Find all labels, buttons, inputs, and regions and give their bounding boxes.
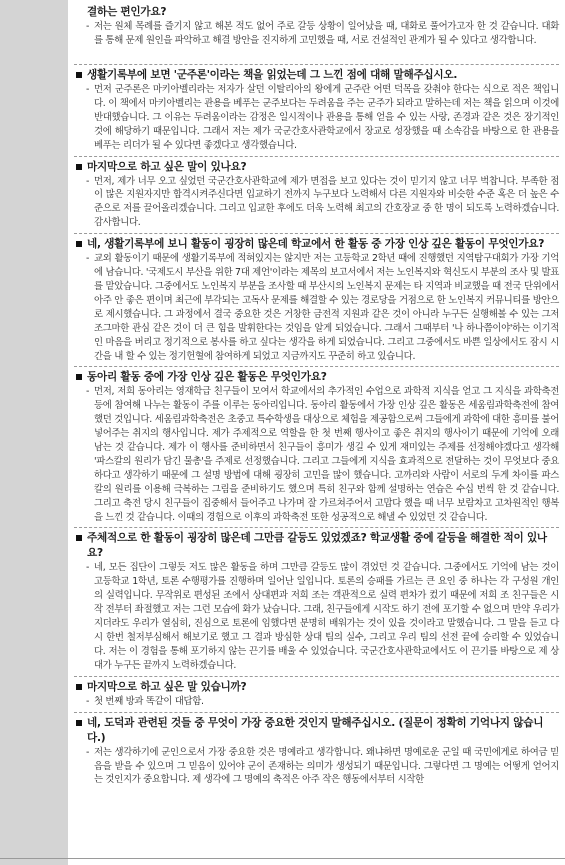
section-divider [74,233,559,234]
qa-item [74,680,559,709]
question: 동아리 활동 중에 가장 인상 깊은 활동은 무엇인가요? [74,370,559,385]
qa-item [74,237,559,363]
question: 마지막으로 하고 싶은 말 있습니까? [74,680,559,695]
answer-text: - 교외 활동이기 때문에 생활기록부에 적혀있지는 않지만 저는 고등학교 2학년 때에 진행했던 지역탐구대회가 가장 기억에 남습니다. '국제도시 부산을 위한 7대 제언'이라는 제목의 보고서에서 저는 노인복지와 혁신도시 부분의 조사 및 발표를 맡았습니다. 그중에서도 노인복지 부분을 조사할 때 부산시의 노인복지 문제는 타 지역과 비교했을 때 전국 단위에서 아주 안 좋은 편이며 최근에 부각되는 고독사 문제를 해결할 수 있는 경로당을 거점으로 한 노인복지 커뮤니티를 방안으로 제시했습니다. 그 과정에서 결국 중요한 것은 거창한 금전적 지원과 같은 것이 아니라 누구든 실행해볼 수 있는 그저 조그마한 관심 같은 것이 더 큰 힘을 발휘한다는 것임을 알게 되었습니다. 그래서 그때부터 '나 하나쯤이야'하는 이기적인 마음을 버리고 정기적으로 봉사를 하고 싶다는 생각을 하게 되었습니다. 그리고 그중에서도 바쁜 일상에서도 잠시 시간을 내 할 수 있는 정기헌혈에 참여하게 되었고 지금까지도 꾸준히 하고 있습니다. [86,253,559,362]
answer-text: - 첫 번째 방과 똑같이 대답함. [86,695,204,707]
qa-item [74,370,559,524]
qa-item [74,716,559,788]
answer-text: - 저는 생각하기에 군인으로서 가장 중요한 것은 명예라고 생각합니다. 왜냐하면 명예로운 군일 때 국민에게로 하여금 믿음을 받을 수 있으며 그 믿음이 있어야 군이 존재하는 의미가 생성되기 때문입니다. 그렇다면 그 명예는 어떻게 얻어지는 것인지가 중요합니다. 제 생각에 그 명예의 축적은 아주 작은 행동에서부터 시작한 [86,746,559,786]
qa-item [74,531,559,672]
square-bullet-icon [76,164,82,170]
bottom-rule [0,858,565,859]
square-bullet-icon [76,535,82,541]
qa-item [74,160,559,231]
square-bullet-icon [76,720,82,726]
question: 주체적으로 한 활동이 굉장히 많은데 그만큼 갈등도 있었겠죠? 학교생활 중에 갈등을 해결한 적이 있나요? [74,531,559,561]
square-bullet-icon [76,72,82,78]
answer-text: - 네, 모든 집단이 그렇듯 저도 많은 활동을 하며 그만큼 갈등도 많이 겪었던 것 같습니다. 그중에서도 기억에 남는 것이 고등학교 1학년, 토론 수행평가를 진행하며 일어난 일입니다. 토론의 승패를 가르는 큰 요인 중 하나는 각 구성원 개인의 실력입니다. 무작위로 편성된 조에서 상대편과 저희 조는 객관적으로 실력 편차가 컸기 때문에 저희 조 친구들은 시작 전부터 좌절했고 저는 그런 모습에 화가 났습니다. 그래, 친구들에게 시작도 하기 전에 포기할 수 없으며 만약 우리가 지더라도 우리가 열심히, 진심으로 토론에 임했다면 분명히 배워가는 것이 있을 것이라고 말했습니다. 그 말을 듣고 다시 한번 철저부심해서 해보기로 했고 그 결과 방심한 상대 팀의 실수, 그리고 우리 팀의 선전 끝에 승리할 수 있었습니다. 저는 이 경험을 통해 포기하지 않는 끈기를 배울 수 있었습니다. 국군간호사관학교에서도 이 끈기를 바탕으로 제 상대가 누구든 끝까지 노력하겠습니다. [86,562,559,671]
question-continued: 결하는 편인가요? [87,6,167,18]
qa-item [74,68,559,153]
answer-text: - 저는 원체 목례를 즐기지 않고 해본 적도 없어 주로 갈등 상황이 일어났을 때, 대화로 풀어가고자 한 것 같습니다. 대화를 통해 문제 원인을 파악하고 해결 방안을 진지하게 고민했을 때, 서로 건설적인 관계가 될 수 있다고 생각합니다. [86,21,559,46]
section-divider [74,712,559,713]
section-divider [74,527,559,528]
question: 생활기록부에 보면 '군주론'이라는 책을 읽었는데 그 느낀 점에 대해 말해주십시오. [74,68,559,83]
square-bullet-icon [76,374,82,380]
section-divider [74,64,559,65]
answer-text: - 먼저, 저희 동아리는 영재학급 친구들이 모여서 학교에서의 추가적인 수업으로 과학적 지식을 얻고 그 지식을 과학축전 등에 참여해 나누는 활동이 주를 이루는 동아리입니다. 동아리 활동에서 가장 인상 깊은 활동은 세움림과학축전에 참여했던 것입니다. 세움림과학축전은 초중고 특수학생을 대상으로 체험을 제공함으로써 그들에게 과학에 대한 흥미를 불어넣어주는 취지의 행사입니다. 제가 주제적으로 역할을 한 첫 번째 행사이고 좋은 취지의 행사이기 때문에 기억에 오래 남는 것 같습니다. 제가 이 행사를 준비하면서 친구들이 흥미가 생길 수 있게 재미있는 주제를 선정해야겠다고 생각해 '파스칼의 원리가 담긴 물총'을 주제로 선정했습니다. 그리고 그들에게 지식을 효과적으로 전달하는 것이 무엇보다 중요하다고 생각하기 때문에 그 설명 방법에 대해 굉장히 고민을 많이 했습니다. 고까리와 사람이 서로의 두게 차이를 파스칼의 원리를 이용해 극복하는 그림을 준비하기도 했으며 특히 친구와 함께 설명하는 연습은 수십 번씩 한 것 같습니다. 그리고 축전 당시 친구들이 집중해서 들어주고 나가며 잘 가르쳐주어서 고맙다 했을 때 너무 보람차고 고차원적인 행복을 느낀 것 같습니다. 이때의 경험으로 이후의 과학축전 또한 성공적으로 해낼 수 있었던 것 같습니다. [86,386,559,523]
left-margin-band [0,0,68,865]
answer-text: - 먼저 군주론은 마키아벨리라는 저자가 살던 이탈리아의 왕에게 군주란 어떤 덕목을 갖춰야 한다는 식으로 적은 책입니다. 이 책에서 마키아벨리는 관용을 베푸는 군주보다는 두려움을 주는 군주가 되라고 말하는데 저는 책을 읽으며 이것에 반대했습니다. 그 이유는 두려움이라는 감정은 일시적이나 관용을 통해 얻을 수 있는 사랑, 존경과 같은 것은 장기적인 것에 해당하기 때문입니다. 그래서 저는 제가 국군간호사관학교에서 장교로 성장했을 때 소속감을 바탕으로 한 관용을 베푸는 리더가 될 수 있다면 좋겠다고 생각했습니다. [86,84,559,151]
interview-document [74,5,559,787]
section-divider [74,676,559,677]
qa-item [74,5,559,61]
section-divider [74,366,559,367]
square-bullet-icon [76,684,82,690]
section-divider [74,156,559,157]
square-bullet-icon [76,241,82,247]
question: 마지막으로 하고 싶은 말이 있나요? [74,160,559,175]
question: 네, 도덕과 관련된 것들 중 무엇이 가장 중요한 것인지 말해주십시오. (질문이 정확히 기억나지 않습니다.) [74,716,559,746]
answer-text: - 먼저, 제가 너무 오고 싶었던 국군간호사관학교에 제가 면접을 보고 있다는 것이 믿기지 않고 너무 벅찹니다. 부족한 점이 많은 지원자지만 합격시켜주신다면 입교하기 전까지 누구보다 노력해서 다른 지원자와 비슷한 수준 혹은 더 높은 수준으로 저를 끌어올리겠습니다. 그리고 입교한 후에도 더욱 노력해 최고의 간호장교 중 한 명이 되도록 노력하겠습니다. 감사합니다. [86,175,559,229]
question: 네, 생활기록부에 보니 활동이 굉장히 많은데 학교에서 한 활동 중 가장 인상 깊은 활동이 무엇인가요? [74,237,559,252]
